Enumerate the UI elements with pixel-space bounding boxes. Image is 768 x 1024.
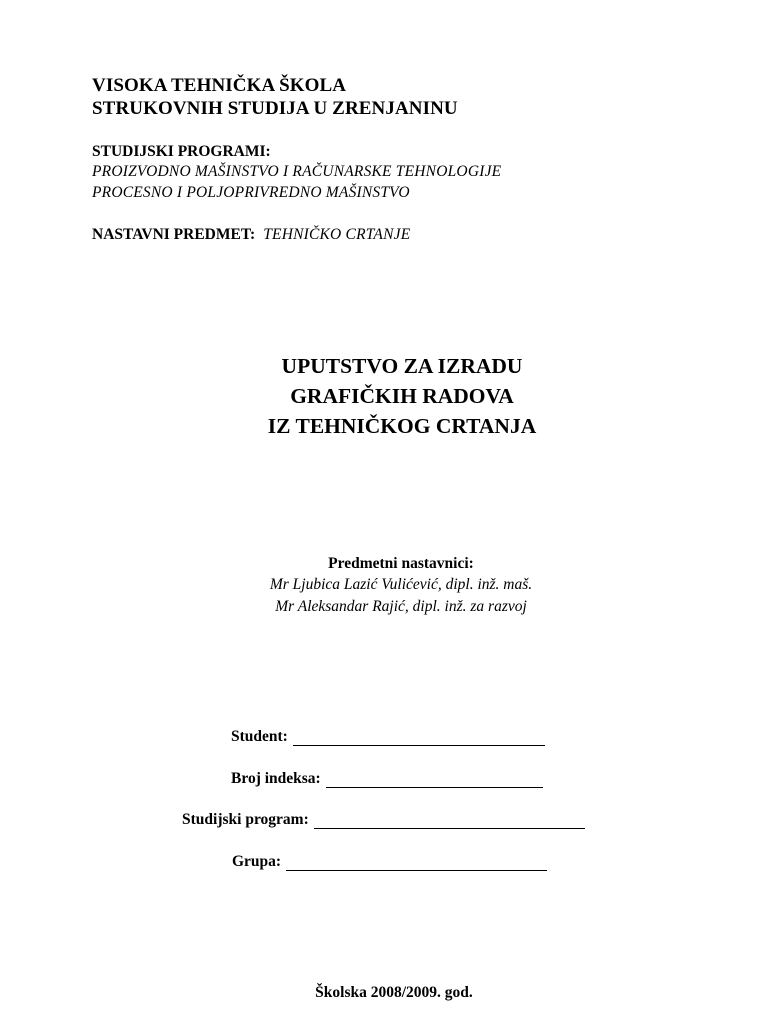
student-input-line[interactable] <box>293 731 545 746</box>
programs-label: STUDIJSKI PROGRAMI: <box>92 143 271 160</box>
group-label: Grupa: <box>232 853 282 870</box>
school-name-line1: VISOKA TEHNIČKA ŠKOLA <box>92 75 347 96</box>
subject-label: NASTAVNI PREDMET: <box>92 226 256 243</box>
student-field[interactable] <box>231 728 545 746</box>
index-input-line[interactable] <box>326 773 543 788</box>
title-line1: UPUTSTVO ZA IZRADU <box>281 354 523 378</box>
subject-line <box>92 226 410 244</box>
index-field[interactable] <box>231 770 543 788</box>
student-label: Student: <box>231 728 288 745</box>
title-line3: IZ TEHNIČKOG CRTANJA <box>267 414 537 438</box>
program-2: PROCESNO I POLJOPRIVREDNO MAŠINSTVO <box>92 184 410 201</box>
group-field[interactable] <box>232 853 547 871</box>
teacher-1: Mr Ljubica Lazić Vulićević, dipl. inž. maš. <box>269 576 533 593</box>
program-field[interactable] <box>182 811 585 829</box>
teachers-label: Predmetni nastavnici: <box>328 555 474 572</box>
program-input-line[interactable] <box>314 814 585 829</box>
group-input-line[interactable] <box>286 856 547 871</box>
program-label: Studijski program: <box>182 811 309 828</box>
school-year: Školska 2008/2009. god. <box>315 984 473 1001</box>
teacher-2: Mr Aleksandar Rajić, dipl. inž. za razvoj <box>275 598 527 615</box>
title-line2: GRAFIČKIH RADOVA <box>290 384 514 408</box>
program-1: PROIZVODNO MAŠINSTVO I RAČUNARSKE TEHNOLOGIJE <box>92 163 502 180</box>
subject-value: TEHNIČKO CRTANJE <box>263 226 411 243</box>
school-name-line2: STRUKOVNIH STUDIJA U ZRENJANINU <box>92 98 458 119</box>
index-label: Broj indeksa: <box>231 770 321 787</box>
